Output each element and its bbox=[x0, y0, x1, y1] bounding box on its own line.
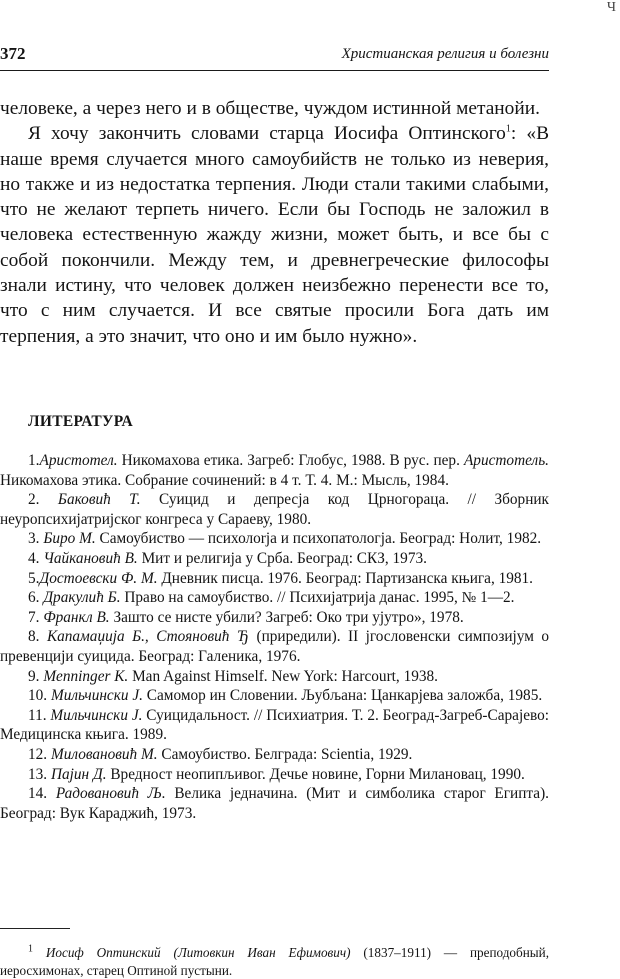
paragraph-1: человеке, а через него и в обществе, чуждом истинной метанойи. bbox=[0, 98, 540, 119]
reference-item: 13. Пајин Д. Вредност неопипљивог. Дечье новине, Горни Милановац, 1990. bbox=[28, 765, 525, 783]
paragraph-2-rest: : «В наше время случается много самоубийств не только из неверия, но также и из недостатка терпения. Люди стали такими слабыми, что не желают терпеть ничего. Если бы Господь не заложил в человека естественную жажду жизни, может быть, и все бы с собой покончили. Между тем, и древнегреческие философы знали истину, что человек должен неизбежно перенести все то, что с ним случается. И все святые просили Бога дать им терпения, а это значит, что оно и им было нужно». bbox=[0, 123, 549, 347]
corner-mark: Ч bbox=[606, 0, 616, 15]
footnote bbox=[0, 944, 549, 979]
footnote-marker: 1 bbox=[505, 123, 511, 135]
reference-item: 4. Чайкановић В. Мит и религија у Срба. Београд: СКЗ, 1973. bbox=[28, 549, 427, 567]
reference-item: 14. Радовановић Љ. Велика једначина. (Мит и симболика старог Египта). Београд: Вук Караджић, 1973. bbox=[0, 785, 549, 822]
paragraph-2-start: Я хочу закончить словами старца Иосифа Оптинского bbox=[28, 123, 506, 145]
reference-item: 7. Франкл В. Зашто се нисте убили? Загреб: Око три ујутро», 1978. bbox=[28, 608, 464, 626]
reference-item: 1.Аристотел. Никомахова етика. Загреб: Глобус, 1988. В рус. пер. Аристотель. Никомахова этика. Собрание сочинений: в 4 т. Т. 4. М.: Мысль, 1984. bbox=[0, 452, 549, 489]
footnote-number: 1 bbox=[28, 943, 33, 955]
footnote-author: Иосиф Оптинский (Литовкин Иван Ефимович) bbox=[45, 945, 351, 961]
reference-list bbox=[0, 451, 549, 823]
reference-item: 9. Menninger К. Man Against Himself. New York: Harcourt, 1938. bbox=[28, 667, 438, 685]
reference-item: 6. Дракулић Б. Право на самоубиство. // Психијатрија данас. 1995, № 1—2. bbox=[28, 589, 515, 607]
running-title: Христианская религия и болезни bbox=[341, 46, 549, 62]
reference-item: 3. Биро М. Самоубиство — психолоrја и психопатологја. Београд: Нолит, 1982. bbox=[28, 530, 542, 548]
reference-item: 5.Достоевски Ф. М. Дневник писца. 1976. Београд: Партизанска књига, 1981. bbox=[28, 569, 534, 587]
reference-item: 10. Мильчински J. Самомор ин Словении. Љубљана: Цанкарјева заложба, 1985. bbox=[28, 687, 543, 705]
reference-item: 2. Баковић Т. Суицид и депресја код Црногораца. // Зборник неуропсихијатријског конгреса у Сараеву, 1980. bbox=[0, 491, 549, 528]
page-header bbox=[0, 42, 549, 71]
footnote-divider bbox=[0, 928, 70, 929]
literature-heading: ЛИТЕРАТУРА bbox=[28, 413, 133, 430]
page-number: 372 bbox=[0, 44, 26, 63]
reference-item: 8. Капамаџија Б., Стояновић Ђ (приредили). II јгословенски симпозијум о превенцији суицида. Београд: Галеника, 1976. bbox=[0, 628, 550, 665]
reference-item: 12. Миловановић М. Самоубиство. Белграда: Scientia, 1929. bbox=[28, 745, 413, 763]
footnote-text: (1837–1911) — преподобный, иеросхимонах, старец Оптиной пустыни. bbox=[0, 945, 550, 978]
paragraph-2 bbox=[0, 121, 549, 349]
reference-item: 11. Мильчински J. Суицидальност. // Психиатрия. Т. 2. Београд-Загреб-Сарајево: Медицинска књига. 1989. bbox=[0, 706, 550, 744]
main-text bbox=[0, 96, 549, 349]
